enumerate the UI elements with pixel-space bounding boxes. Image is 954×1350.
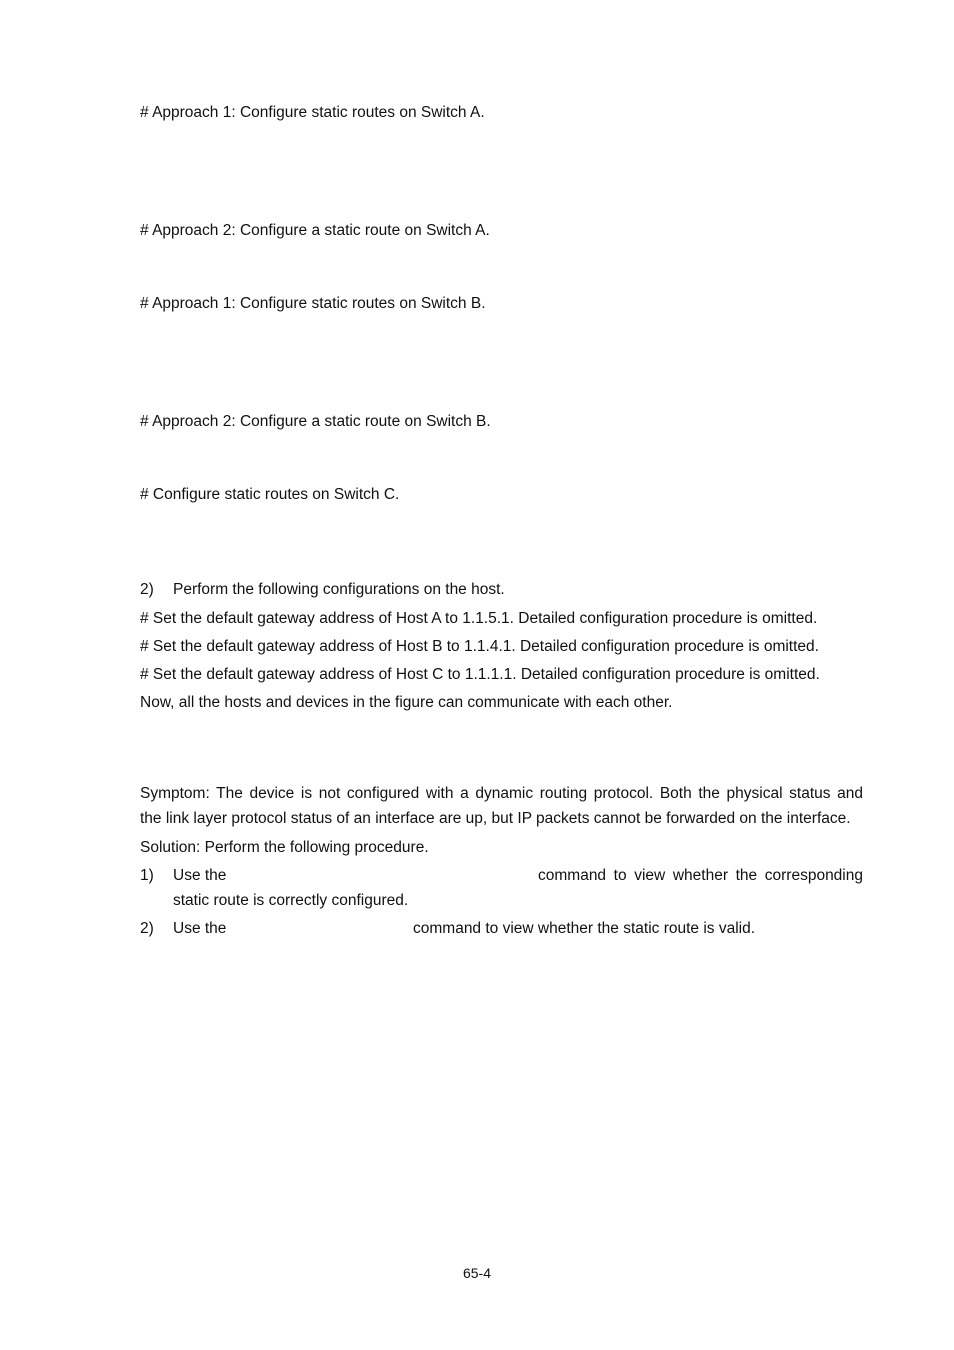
symptom-line-1: Symptom: The device is not configured with a dynamic routing protocol. Both the physical status and (140, 785, 863, 802)
host-b-gateway-text: # Set the default gateway address of Host B to 1.1.4.1. Detailed configuration procedure is omitted. (140, 638, 819, 655)
host-step-text: Perform the following configurations on the host. (173, 581, 505, 598)
host-a-gateway-text: # Set the default gateway address of Host A to 1.1.5.1. Detailed configuration procedure is omitted. (140, 610, 818, 627)
step1-continuation: static route is correctly configured. (173, 892, 409, 909)
step1-number: 1) (140, 867, 154, 884)
host-c-gateway-text: # Set the default gateway address of Host C to 1.1.1.1. Detailed configuration procedure is omitted. (140, 666, 820, 683)
step2-after-text: command to view whether the static route is valid. (413, 920, 756, 937)
approach1-switch-b-text: # Approach 1: Configure static routes on Switch B. (140, 295, 486, 312)
solution-text: Solution: Perform the following procedure. (140, 839, 429, 856)
symptom-line-2: the link layer protocol status of an interface are up, but IP packets cannot be forwarded on the interface. (140, 810, 851, 827)
step2-number: 2) (140, 920, 154, 937)
step2-use-the: Use the (173, 920, 227, 937)
page-number: 65-4 (462, 1265, 492, 1281)
host-step-number: 2) (140, 581, 154, 598)
approach2-switch-b-text: # Approach 2: Configure a static route on Switch B. (140, 413, 491, 430)
approach1-switch-a-text: # Approach 1: Configure static routes on Switch A. (140, 104, 485, 121)
conclusion-text: Now, all the hosts and devices in the figure can communicate with each other. (140, 694, 673, 711)
step1-after-text: command to view whether the corresponding (538, 867, 863, 884)
step1-use-the: Use the (173, 867, 227, 884)
configure-switch-c-text: # Configure static routes on Switch C. (140, 486, 400, 503)
approach2-switch-a-text: # Approach 2: Configure a static route on Switch A. (140, 222, 490, 239)
